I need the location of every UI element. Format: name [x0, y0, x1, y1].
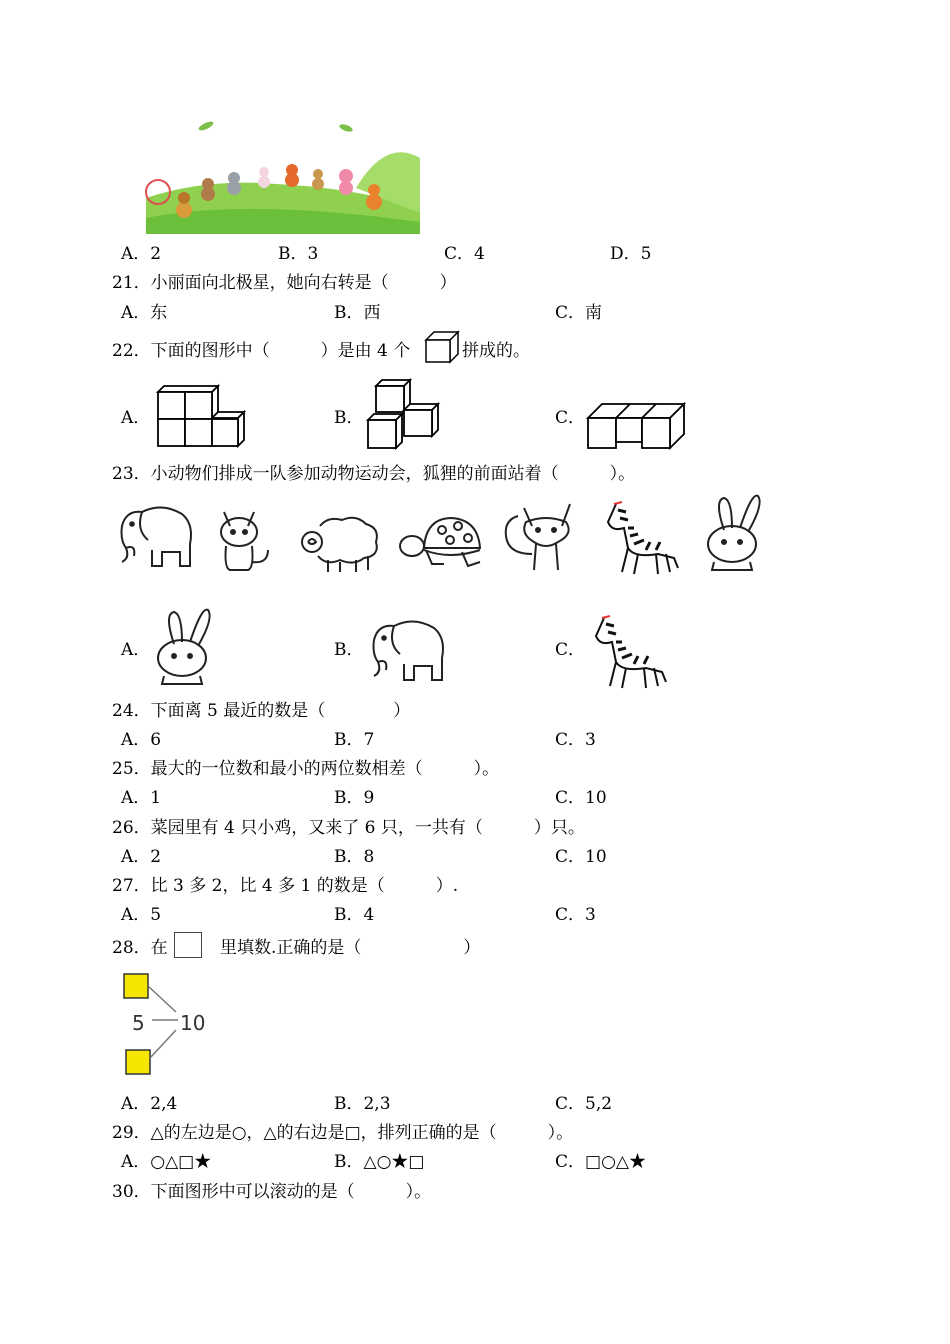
- q22-option-b[interactable]: B．: [334, 408, 364, 428]
- blank-box-icon: [174, 932, 202, 958]
- q20-option-a[interactable]: A．2: [121, 244, 162, 264]
- q29-stem: 29．△的左边是○，△的右边是□，排列正确的是（ ）。: [112, 1123, 574, 1143]
- animals-in-line-picture: [146, 118, 420, 234]
- q24-option-c[interactable]: C．3: [555, 730, 596, 750]
- number-split-diagram: [122, 972, 214, 1076]
- q22-cubes-figure-b[interactable]: [366, 378, 440, 450]
- q23-rabbit-answer-icon[interactable]: [150, 604, 216, 688]
- q29-option-b[interactable]: B．△○★□: [334, 1152, 425, 1172]
- q29-option-a[interactable]: A．○△□★: [121, 1152, 212, 1172]
- q27-option-c[interactable]: C．3: [555, 905, 596, 925]
- q22-stem: 22．下面的图形中（ ）是由 4 个: [112, 341, 411, 361]
- q26-stem: 26．菜园里有 4 只小鸡，又来了 6 只，一共有（ ）只。: [112, 818, 585, 838]
- sheep-icon: [298, 512, 382, 574]
- q26-option-c[interactable]: C．10: [555, 847, 607, 867]
- cat-icon: [214, 506, 278, 574]
- q23-stem: 23．小动物们排成一队参加动物运动会，狐狸的前面站着（ ）。: [112, 464, 636, 484]
- single-cube-icon: [424, 330, 460, 364]
- elephant-icon: [112, 500, 196, 570]
- q20-option-c[interactable]: C．4: [444, 244, 485, 264]
- turtle-icon: [396, 512, 486, 574]
- rabbit-icon: [700, 490, 766, 574]
- q25-option-c[interactable]: C．10: [555, 788, 607, 808]
- q20-option-d[interactable]: D．5: [610, 244, 652, 264]
- q22-option-c[interactable]: C．: [555, 408, 586, 428]
- q30-stem: 30．下面图形中可以滚动的是（ ）。: [112, 1182, 432, 1202]
- q24-option-b[interactable]: B．7: [334, 730, 375, 750]
- q23-zebra-answer-icon[interactable]: [586, 612, 672, 690]
- q28-stem-end: 里填数.正确的是（ ）: [220, 938, 481, 958]
- q25-option-b[interactable]: B．9: [334, 788, 375, 808]
- q22-cubes-figure-a[interactable]: [156, 384, 248, 448]
- q22-cubes-figure-c[interactable]: [586, 402, 686, 450]
- q23-elephant-answer-icon[interactable]: [364, 614, 448, 684]
- q28-option-b[interactable]: B．2,3: [334, 1094, 391, 1114]
- q27-option-a[interactable]: A．5: [121, 905, 162, 925]
- q23-option-a[interactable]: A．: [121, 640, 151, 660]
- q21-stem: 21．小丽面向北极星，她向右转是（ ）: [112, 273, 457, 293]
- q24-stem: 24．下面离 5 最近的数是（ ）: [112, 701, 411, 721]
- q23-option-b[interactable]: B．: [334, 640, 364, 660]
- q24-option-a[interactable]: A．6: [121, 730, 162, 750]
- q22-option-a[interactable]: A．: [121, 408, 151, 428]
- q21-option-a[interactable]: A．东: [121, 303, 168, 323]
- q21-option-b[interactable]: B．西: [334, 303, 381, 323]
- q25-stem: 25．最大的一位数和最小的两位数相差（ ）。: [112, 759, 500, 779]
- q20-option-b[interactable]: B．3: [278, 244, 319, 264]
- q22-stem-end: 拼成的。: [462, 341, 530, 361]
- diagram-right-number: 10: [180, 1011, 206, 1035]
- diagram-left-number: 5: [132, 1011, 145, 1035]
- fox-icon: [500, 500, 580, 574]
- q23-option-c[interactable]: C．: [555, 640, 586, 660]
- q28-stem: 28．在: [112, 938, 168, 958]
- q21-option-c[interactable]: C．南: [555, 303, 603, 323]
- zebra-icon: [598, 498, 684, 576]
- q25-option-a[interactable]: A．1: [121, 788, 162, 808]
- q29-option-c[interactable]: C．□○△★: [555, 1152, 646, 1172]
- q27-option-b[interactable]: B．4: [334, 905, 375, 925]
- q26-option-b[interactable]: B．8: [334, 847, 375, 867]
- q28-option-c[interactable]: C．5,2: [555, 1094, 613, 1114]
- q28-option-a[interactable]: A．2,4: [121, 1094, 178, 1114]
- q27-stem: 27．比 3 多 2，比 4 多 1 的数是（ ）.: [112, 876, 459, 896]
- q26-option-a[interactable]: A．2: [121, 847, 162, 867]
